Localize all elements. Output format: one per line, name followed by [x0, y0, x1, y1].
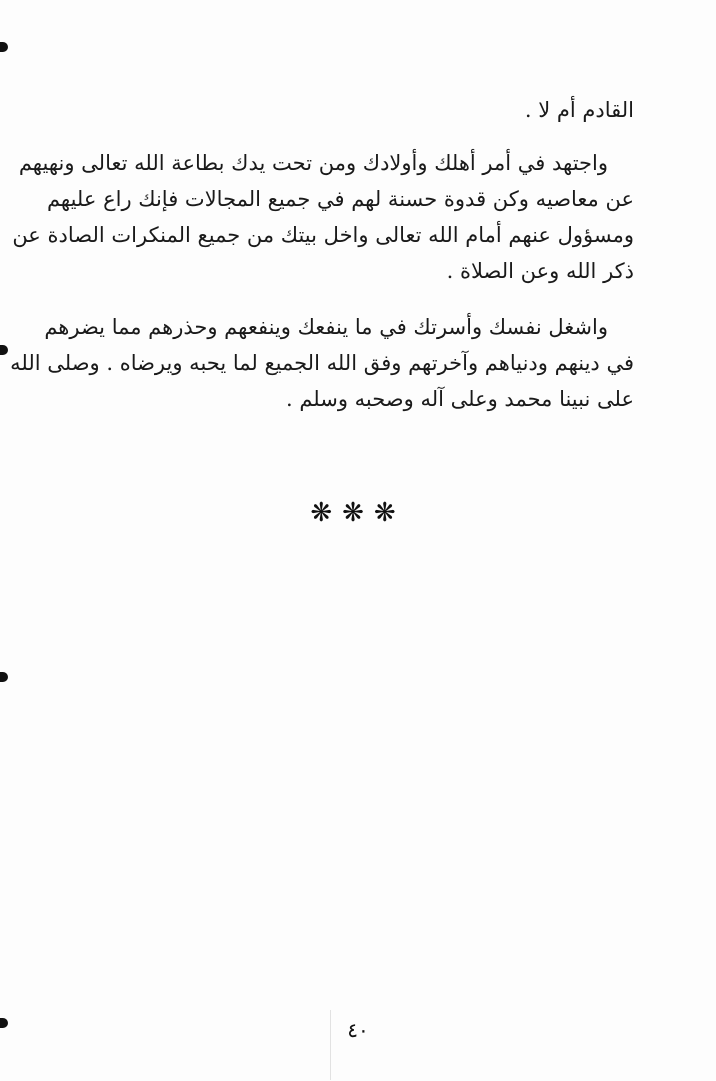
- page-number: ٤٠: [347, 1018, 369, 1042]
- text-line: على نبينا محمد وعلى آله وصحبه وسلم .: [285, 387, 634, 411]
- margin-binding-mark: [0, 42, 8, 52]
- paragraph-3: [10, 309, 634, 417]
- text-line: عن معاصيه وكن قدوة حسنة لهم في جميع المجالات فإنك راع عليهم: [46, 187, 634, 211]
- text-line: واشغل نفسك وأسرتك في ما ينفعك وينفعهم وحذرهم مما يضرهم: [44, 315, 608, 339]
- text-line: ومسؤول عنهم أمام الله تعالى واخل بيتك من جميع المنكرات الصادة عن: [12, 223, 634, 247]
- text-line: في دينهم ودنياهم وآخرتهم وفق الله الجميع لما يحبه ويرضاه . وصلى الله: [10, 351, 634, 375]
- text-line: ذكر الله وعن الصلاة .: [446, 259, 634, 283]
- margin-binding-mark: [0, 345, 8, 355]
- section-divider-ornament: ❋❋❋: [310, 498, 406, 528]
- text-line: القادم أم لا .: [524, 98, 634, 122]
- margin-binding-mark: [0, 672, 8, 682]
- text-line: واجتهد في أمر أهلك وأولادك ومن تحت يدك بطاعة الله تعالى ونهيهم: [18, 151, 608, 175]
- paragraph-2: [12, 145, 634, 289]
- paragraph-1: [74, 92, 634, 128]
